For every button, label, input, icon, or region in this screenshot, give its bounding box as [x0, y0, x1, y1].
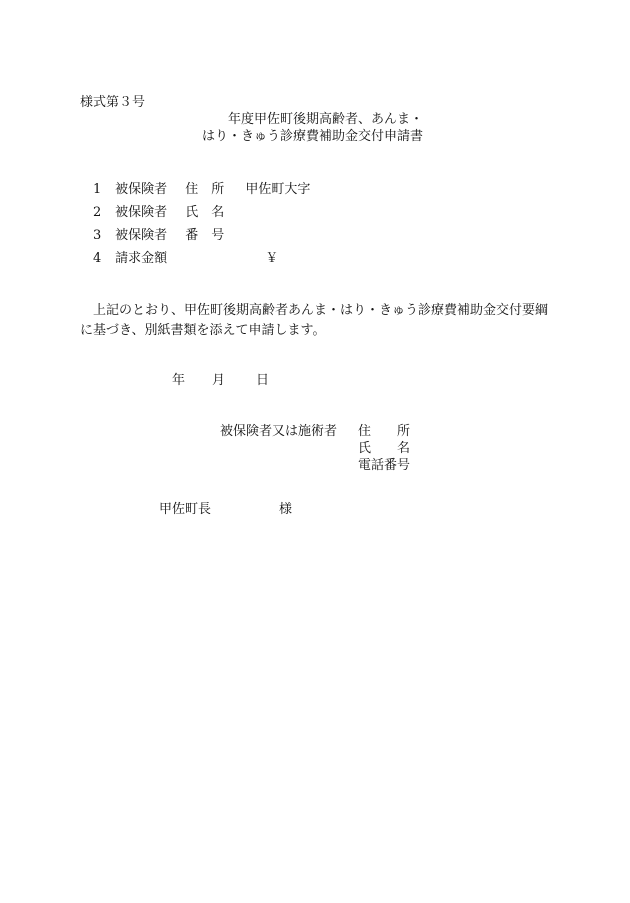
item-number: 4 [93, 251, 102, 266]
date-day: 日 [256, 373, 270, 388]
date-line [172, 373, 269, 389]
item-row-insured-address [93, 182, 310, 198]
item-label: 被保険者 [115, 205, 168, 220]
item-label: 被保険者 [115, 182, 168, 197]
addressee-name: 甲佐町長 [159, 502, 212, 517]
applicant-address-label: 住 所 [358, 424, 411, 439]
item-sublabel: 番 号 [185, 228, 225, 243]
item-sublabel: 氏 名 [185, 205, 225, 220]
item-row-insured-name [93, 205, 241, 221]
item-number: 1 [93, 182, 102, 197]
date-year: 年 [172, 373, 186, 388]
applicant-name-label: 氏 名 [358, 441, 411, 456]
applicant-label: 被保険者又は施術者 [220, 424, 338, 439]
yen-sign: ￥ [265, 251, 279, 266]
item-row-insured-number [93, 228, 241, 244]
title-line-2: はり・きゅう診療費補助金交付申請書 [202, 129, 424, 144]
title-line-1: 年度甲佐町後期高齢者、あんま・ [228, 112, 424, 127]
form-number: 様式第３号 [80, 95, 146, 110]
application-statement [80, 301, 550, 341]
item-label: 被保険者 [115, 228, 168, 243]
item-sublabel: 住 所 [185, 182, 225, 197]
application-statement-text: 上記のとおり、甲佐町後期高齢者あんま・はり・きゅう診療費補助金交付要綱に基づき、別紙書類を添えて申請します。 [80, 303, 549, 338]
item-row-claim-amount [93, 251, 278, 267]
item-label: 請求金額 [115, 251, 168, 266]
item-number: 3 [93, 228, 102, 243]
item-value: 甲佐町大字 [245, 182, 311, 197]
date-month: 月 [212, 373, 226, 388]
addressee-honorific: 様 [279, 502, 293, 517]
addressee [159, 502, 292, 518]
applicant-phone-label: 電話番号 [358, 458, 411, 473]
item-number: 2 [93, 205, 102, 220]
